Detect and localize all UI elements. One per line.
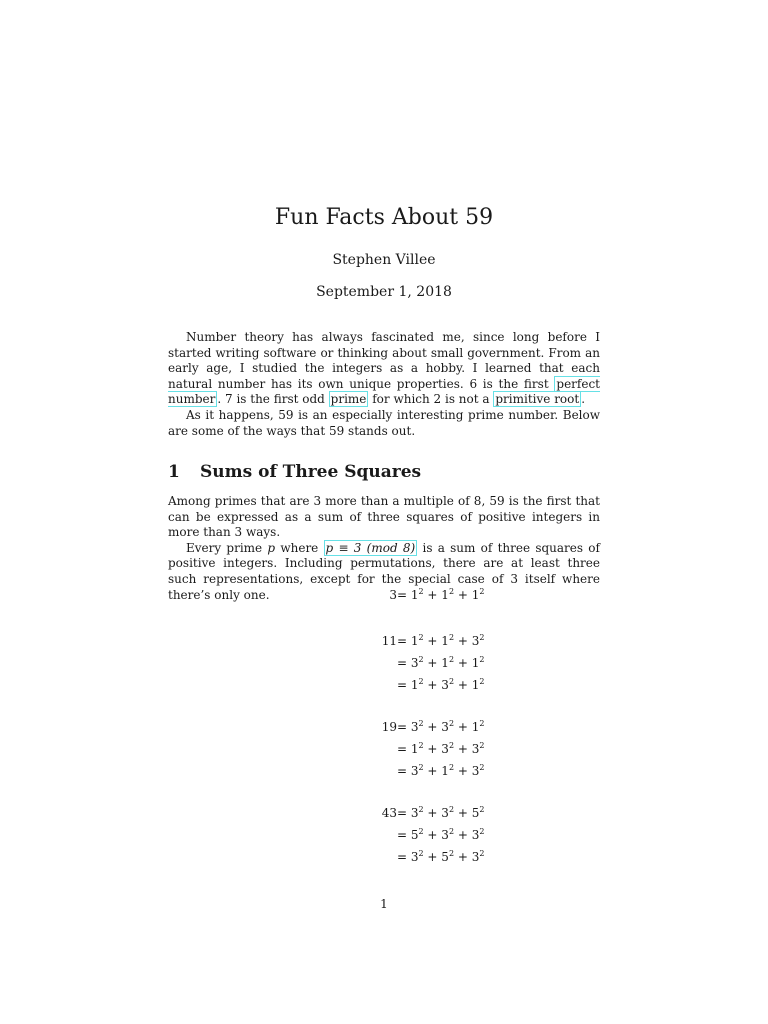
section-text-a: Every prime xyxy=(186,540,268,555)
equation-rhs: = $3^2 + 3^2 + 5^2$ xyxy=(397,805,485,820)
equation-line xyxy=(300,674,500,696)
paper-author: Stephen Villee xyxy=(332,252,436,268)
equation-lhs: 11 xyxy=(381,634,397,648)
intro-text-b: . 7 is the first odd xyxy=(217,392,329,407)
equation-line xyxy=(300,802,500,824)
prime-link[interactable]: prime xyxy=(330,392,367,407)
equation-rhs: = $1^2 + 1^2 + 1^2$ xyxy=(397,587,485,602)
section-number: 1 xyxy=(168,462,180,482)
equation-block xyxy=(300,584,500,606)
equation-line xyxy=(300,760,500,782)
page-number: 1 xyxy=(380,897,388,911)
equation-rhs: = $3^2 + 5^2 + 3^2$ xyxy=(397,849,485,864)
section-title: Sums of Three Squares xyxy=(200,462,422,482)
equation-lhs: 43 xyxy=(381,806,397,820)
equation-line xyxy=(300,716,500,738)
equation-rhs: = $1^2 + 3^2 + 3^2$ xyxy=(397,741,485,756)
equation-block xyxy=(300,802,500,868)
equation-rhs: = $3^2 + 1^2 + 3^2$ xyxy=(397,763,485,778)
perfect-number-link[interactable]: perfect number xyxy=(168,376,600,407)
congruence-link[interactable]: p ≡ 3 (mod 8) xyxy=(325,540,416,555)
equation-block xyxy=(300,716,500,782)
equation-line xyxy=(300,824,500,846)
equation-rhs: = $1^2 + 3^2 + 1^2$ xyxy=(397,677,485,692)
section-text-c: is a sum of three squares of positive integers. Including permutations, there are at least three such representations, except for the special case of 3 itself where there’s only one. xyxy=(168,540,600,602)
equation-rhs: = $1^2 + 1^2 + 3^2$ xyxy=(397,633,485,648)
equation-line xyxy=(300,584,500,606)
section-paragraph-1: Among primes that are 3 more than a multiple of 8, 59 is the first that can be expressed as a sum of three squares of positive integers in more than 3 ways. xyxy=(168,494,600,540)
equation-line xyxy=(300,630,500,652)
equation-line xyxy=(300,846,500,868)
equation-rhs: = $3^2 + 1^2 + 1^2$ xyxy=(397,655,485,670)
paper-date: September 1, 2018 xyxy=(316,284,452,300)
variable-p: p xyxy=(267,540,276,555)
intro-paragraph-2: As it happens, 59 is an especially interesting prime number. Below are some of the ways that 59 stands out. xyxy=(168,407,600,438)
intro-text-a: Number theory has always fascinated me, since long before I started writing software or thinking about small government. From an early age, I studied the integers as a hobby. I learned that each natural number has its own unique properties. 6 is the first xyxy=(168,330,600,391)
equation-line xyxy=(300,738,500,760)
section-text-b: where xyxy=(275,540,324,555)
intro-paragraph-1 xyxy=(168,330,600,408)
equation-lhs: 19 xyxy=(381,720,397,734)
paper-title: Fun Facts About 59 xyxy=(274,205,494,230)
primitive-root-link[interactable]: primitive root xyxy=(495,392,580,407)
intro-text-c: for which 2 is not a xyxy=(368,392,494,407)
equation-block xyxy=(300,630,500,696)
equation-lhs: 3 xyxy=(389,588,397,602)
intro-text-d: . xyxy=(581,392,586,407)
equation-rhs: = $5^2 + 3^2 + 3^2$ xyxy=(397,827,485,842)
section-heading xyxy=(168,462,421,482)
intro-text xyxy=(168,330,600,439)
equation-rhs: = $3^2 + 3^2 + 1^2$ xyxy=(397,719,485,734)
equation-line xyxy=(300,652,500,674)
